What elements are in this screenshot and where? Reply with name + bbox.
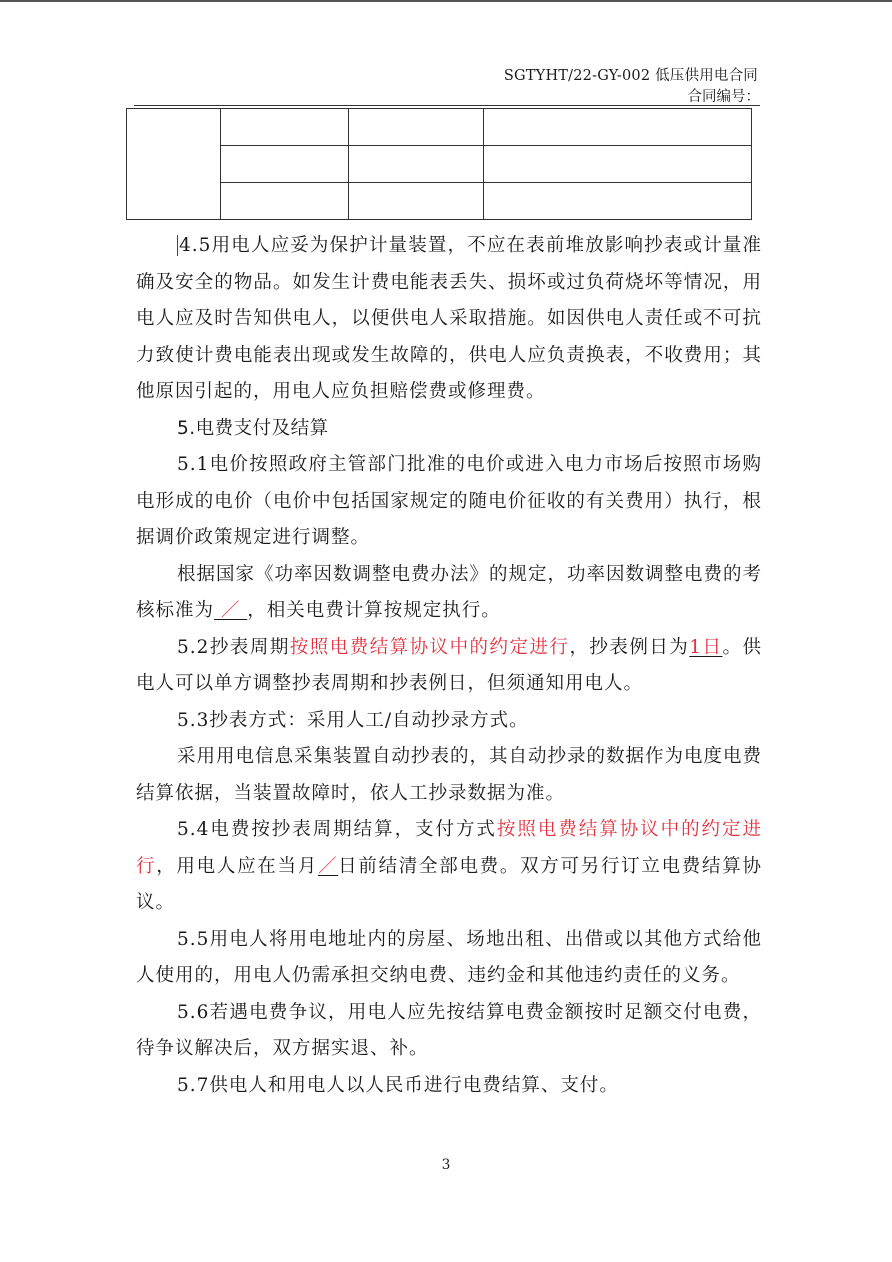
document-body [136,228,762,1104]
table-cell [349,109,484,146]
table-cell [221,183,349,220]
meter-reading-cycle: 按照电费结算协议中的约定进行 [289,636,570,658]
table-cell [349,183,484,220]
table-cell [484,183,752,220]
page-top-border [0,0,892,2]
clause-5-3: 5.3抄表方式：采用人工/自动抄录方式。 [177,709,529,731]
table-row [127,183,752,220]
clause-5-2-post: 。供电人可以单方调整抄表周期和抄表例日，但须通知用电人。 [136,636,762,694]
table-row [127,146,752,183]
contract-number-label: 合同编号： [687,89,760,105]
clause-5-4 [136,812,762,922]
payment-method: 按照电费结算协议中的约定进行 [136,819,762,877]
clause-power-factor [136,557,762,630]
clause-5-4-post: 日前结清全部电费。双方可另行订立电费结算协议。 [136,855,762,913]
table-cell [221,109,349,146]
table-row [127,109,752,146]
header-divider [134,105,760,106]
meter-reading-day: 1日 [689,636,723,658]
table-cell [484,146,752,183]
clause-5-4-pre: 5.4电费按抄表周期结算，支付方式 [177,819,497,840]
clause-5-7: 5.7供电人和用电人以人民币进行电费结算、支付。 [177,1074,619,1096]
document-code: SGTYHT/22-GY-002 低压供用电合同 [503,68,758,84]
payment-due-day: ／ [317,855,339,877]
power-factor-text-post: ，相关电费计算按规定执行。 [247,600,501,621]
table-cell [484,109,752,146]
clause-5-2 [136,630,762,703]
power-factor-text-pre: 根据国家《功率因数调整电费办法》的规定，功率因数调整电费的考核标准为 [136,563,763,621]
page-number: 3 [441,1157,451,1173]
clause-5-5: 5.5用电人将用电地址内的房屋、场地出租、出借或以其他方式给他人使用的，用电人仍需承担交纳电费、违约金和其他违约责任的义务。 [136,928,762,986]
section-5-heading: 5.电费支付及结算 [177,417,329,439]
clause-5-6: 5.6若遇电费争议，用电人应先按结算电费金额按时足额交付电费，待争议解决后，双方据实退、补。 [136,1001,762,1059]
clause-4-5-text: 4.5用电人应妥为保护计量装置，不应在表前堆放影响抄表或计量准确及安全的物品。如发生计费电能表丢失、损坏或过负荷烧坏等情况，用电人应及时告知供电人，以便供电人采取措施。如因供电人责任或不可抗力致使计费电能表出现或发生故障的，供电人应负责换表，不收费用；其他原因引起的，用电人应负担赔偿费或修理费。 [136,235,762,402]
clause-5-2-pre: 5.2抄表周期 [177,636,290,658]
table-merged-cell [127,109,221,220]
table-cell [349,146,484,183]
clause-5-3-detail: 采用用电信息采集装置自动抄表的，其自动抄录的数据作为电度电费结算依据，当装置故障时，依人工抄录数据为准。 [136,746,763,804]
table-cell [221,146,349,183]
clause-5-1: 5.1电价按照政府主管部门批准的电价或进入电力市场后按照市场购电形成的电价（电价中包括国家规定的随电价征收的有关费用）执行，根据调价政策规定进行调整。 [136,454,762,548]
meter-table [126,108,752,220]
clause-5-2-mid: ，抄表例日为 [569,636,690,658]
power-factor-standard-value: ／ [214,600,248,621]
clause-5-4-mid: ，用电人应在当月 [156,855,318,877]
clause-4-5 [136,228,762,411]
